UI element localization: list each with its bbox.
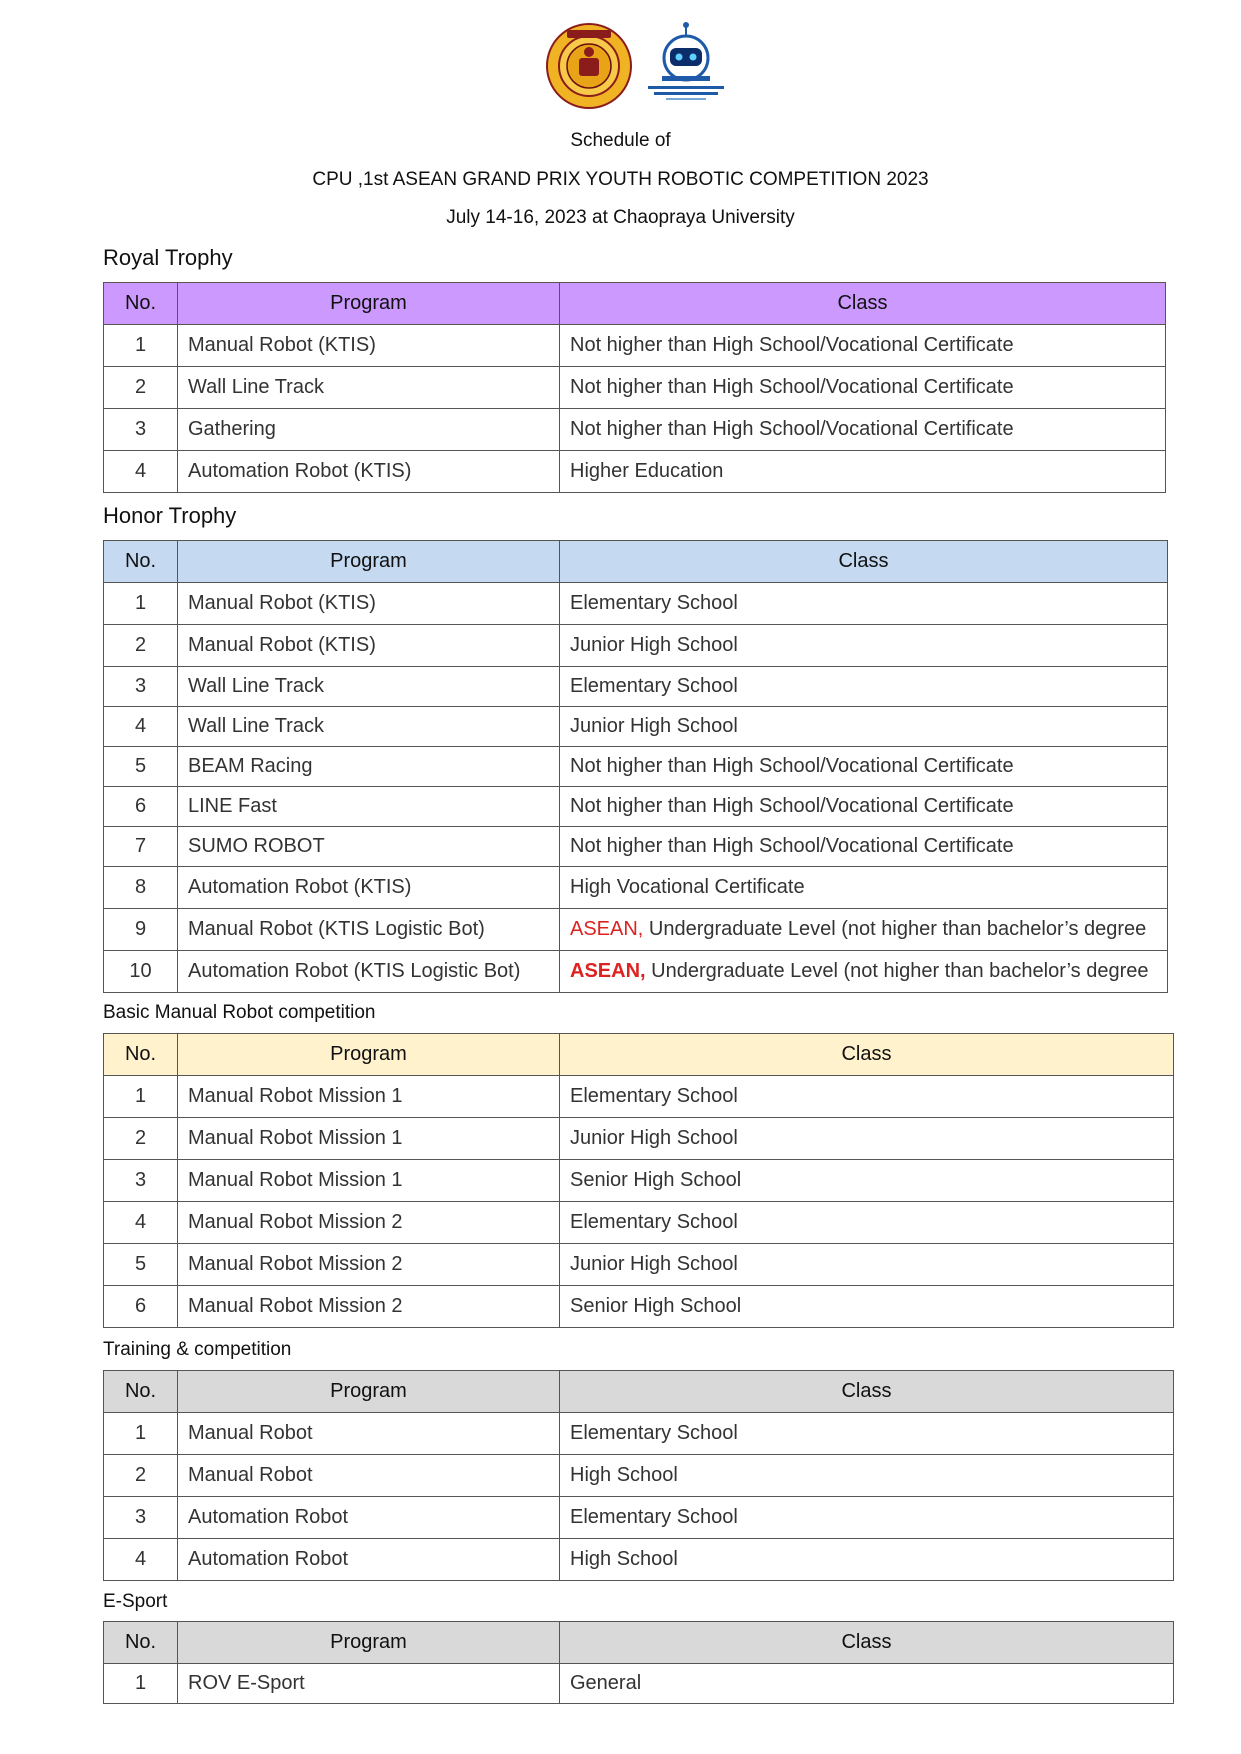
table-row (104, 1413, 1174, 1455)
table-row (104, 325, 1166, 367)
table-row (104, 1455, 1174, 1497)
row-no: 5 (104, 747, 178, 787)
row-no: 2 (104, 625, 178, 667)
row-program: Manual Robot (KTIS) (178, 583, 560, 625)
row-no: 4 (104, 1539, 178, 1581)
row-program: Manual Robot Mission 2 (178, 1244, 560, 1286)
table-row (104, 787, 1168, 827)
row-class: Senior High School (560, 1160, 1174, 1202)
row-class: Not higher than High School/Vocational Certificate (560, 827, 1168, 867)
column-header-program: Program (178, 1622, 560, 1664)
table-row (104, 909, 1168, 951)
row-no: 3 (104, 667, 178, 707)
row-class: Elementary School (560, 1497, 1174, 1539)
column-header-class: Class (560, 1034, 1174, 1076)
row-no: 3 (104, 409, 178, 451)
title-date-venue: July 14-16, 2023 at Chaopraya University (446, 207, 795, 228)
section-title-basic-manual-robot: Basic Manual Robot competition (103, 1002, 376, 1023)
row-program: Automation Robot (KTIS Logistic Bot) (178, 951, 560, 993)
column-header-program: Program (178, 541, 560, 583)
row-program: Manual Robot (178, 1413, 560, 1455)
row-class (560, 909, 1168, 951)
row-program: Wall Line Track (178, 367, 560, 409)
basic-manual-robot-table (103, 1033, 1174, 1328)
row-program: Manual Robot (KTIS) (178, 625, 560, 667)
row-class: Senior High School (560, 1286, 1174, 1328)
row-class: Elementary School (560, 667, 1168, 707)
table-header-row (104, 283, 1166, 325)
section-title-honor-trophy: Honor Trophy (103, 503, 237, 528)
column-header-no: No. (104, 1622, 178, 1664)
table-header-row (104, 541, 1168, 583)
table-header-row (104, 1371, 1174, 1413)
table-row (104, 367, 1166, 409)
table-row (104, 1160, 1174, 1202)
row-class: Junior High School (560, 1244, 1174, 1286)
training-competition-table (103, 1370, 1174, 1581)
row-no: 4 (104, 451, 178, 493)
row-program: Manual Robot Mission 1 (178, 1160, 560, 1202)
column-header-class: Class (560, 541, 1168, 583)
section-title-royal-trophy: Royal Trophy (103, 245, 233, 270)
row-class: Elementary School (560, 1076, 1174, 1118)
row-no: 1 (104, 1664, 178, 1704)
royal-trophy-table (103, 282, 1166, 493)
column-header-no: No. (104, 541, 178, 583)
row-class: Junior High School (560, 707, 1168, 747)
table-row (104, 1539, 1174, 1581)
row-program: Automation Robot (178, 1497, 560, 1539)
row-program: ROV E-Sport (178, 1664, 560, 1704)
column-header-program: Program (178, 1034, 560, 1076)
column-header-no: No. (104, 283, 178, 325)
asean-prefix: ASEAN, (570, 960, 646, 982)
row-no: 1 (104, 1413, 178, 1455)
column-header-no: No. (104, 1034, 178, 1076)
row-program: Wall Line Track (178, 707, 560, 747)
row-no: 7 (104, 827, 178, 867)
row-no: 8 (104, 867, 178, 909)
row-class: High Vocational Certificate (560, 867, 1168, 909)
title-schedule-of: Schedule of (570, 130, 671, 151)
row-no: 1 (104, 583, 178, 625)
table-row (104, 1202, 1174, 1244)
row-program: Manual Robot Mission 2 (178, 1202, 560, 1244)
row-program: SUMO ROBOT (178, 827, 560, 867)
table-row (104, 1286, 1174, 1328)
row-program: LINE Fast (178, 787, 560, 827)
table-row (104, 1664, 1174, 1704)
row-program: Gathering (178, 409, 560, 451)
column-header-program: Program (178, 283, 560, 325)
table-row (104, 409, 1166, 451)
row-no: 2 (104, 1118, 178, 1160)
row-program: Manual Robot Mission 1 (178, 1076, 560, 1118)
row-program: Automation Robot (KTIS) (178, 451, 560, 493)
table-row (104, 1076, 1174, 1118)
chaopraya-university-seal-logo (545, 22, 633, 110)
section-title-training-competition: Training & competition (103, 1339, 292, 1360)
table-row (104, 625, 1168, 667)
row-program: Manual Robot (KTIS Logistic Bot) (178, 909, 560, 951)
header-logos (0, 18, 1241, 118)
row-program: Manual Robot (KTIS) (178, 325, 560, 367)
row-class-text: Undergraduate Level (not higher than bachelor’s degree (645, 960, 1149, 982)
table-row (104, 1118, 1174, 1160)
row-class: Not higher than High School/Vocational Certificate (560, 747, 1168, 787)
row-no: 1 (104, 1076, 178, 1118)
row-no: 2 (104, 367, 178, 409)
table-row (104, 951, 1168, 993)
row-program: Automation Robot (KTIS) (178, 867, 560, 909)
row-no: 5 (104, 1244, 178, 1286)
table-row (104, 667, 1168, 707)
row-class: Not higher than High School/Vocational Certificate (560, 787, 1168, 827)
title-competition-name: CPU ,1st ASEAN GRAND PRIX YOUTH ROBOTIC COMPETITION 2023 (312, 169, 929, 190)
row-class: Not higher than High School/Vocational Certificate (560, 409, 1166, 451)
row-no: 1 (104, 325, 178, 367)
row-no: 2 (104, 1455, 178, 1497)
row-program: Automation Robot (178, 1539, 560, 1581)
table-row (104, 747, 1168, 787)
column-header-class: Class (560, 1371, 1174, 1413)
honor-trophy-table (103, 540, 1168, 993)
row-program: Manual Robot (178, 1455, 560, 1497)
row-program: Wall Line Track (178, 667, 560, 707)
row-class: Not higher than High School/Vocational Certificate (560, 325, 1166, 367)
row-class: Elementary School (560, 1413, 1174, 1455)
section-title-e-sport: E-Sport (103, 1591, 168, 1612)
row-no: 3 (104, 1160, 178, 1202)
row-class: High School (560, 1455, 1174, 1497)
table-row (104, 583, 1168, 625)
row-program: Manual Robot Mission 1 (178, 1118, 560, 1160)
e-sport-table (103, 1621, 1174, 1704)
row-class (560, 951, 1168, 993)
column-header-class: Class (560, 1622, 1174, 1664)
row-no: 6 (104, 787, 178, 827)
column-header-class: Class (560, 283, 1166, 325)
table-header-row (104, 1622, 1174, 1664)
column-header-no: No. (104, 1371, 178, 1413)
row-no: 6 (104, 1286, 178, 1328)
row-class: Elementary School (560, 1202, 1174, 1244)
row-class: General (560, 1664, 1174, 1704)
row-class: Elementary School (560, 583, 1168, 625)
table-row (104, 1244, 1174, 1286)
row-class: Not higher than High School/Vocational Certificate (560, 367, 1166, 409)
row-class: Higher Education (560, 451, 1166, 493)
row-no: 4 (104, 707, 178, 747)
table-row (104, 827, 1168, 867)
row-program: BEAM Racing (178, 747, 560, 787)
row-class: Junior High School (560, 625, 1168, 667)
table-row (104, 451, 1166, 493)
table-row (104, 707, 1168, 747)
row-class: High School (560, 1539, 1174, 1581)
column-header-program: Program (178, 1371, 560, 1413)
youth-robotic-robot-logo (640, 18, 732, 114)
row-no: 3 (104, 1497, 178, 1539)
asean-prefix: ASEAN, (570, 918, 644, 940)
row-class: Junior High School (560, 1118, 1174, 1160)
table-row (104, 867, 1168, 909)
row-no: 9 (104, 909, 178, 951)
table-header-row (104, 1034, 1174, 1076)
row-program: Manual Robot Mission 2 (178, 1286, 560, 1328)
row-class-text: Undergraduate Level (not higher than bachelor’s degree (643, 918, 1147, 940)
row-no: 10 (104, 951, 178, 993)
row-no: 4 (104, 1202, 178, 1244)
table-row (104, 1497, 1174, 1539)
